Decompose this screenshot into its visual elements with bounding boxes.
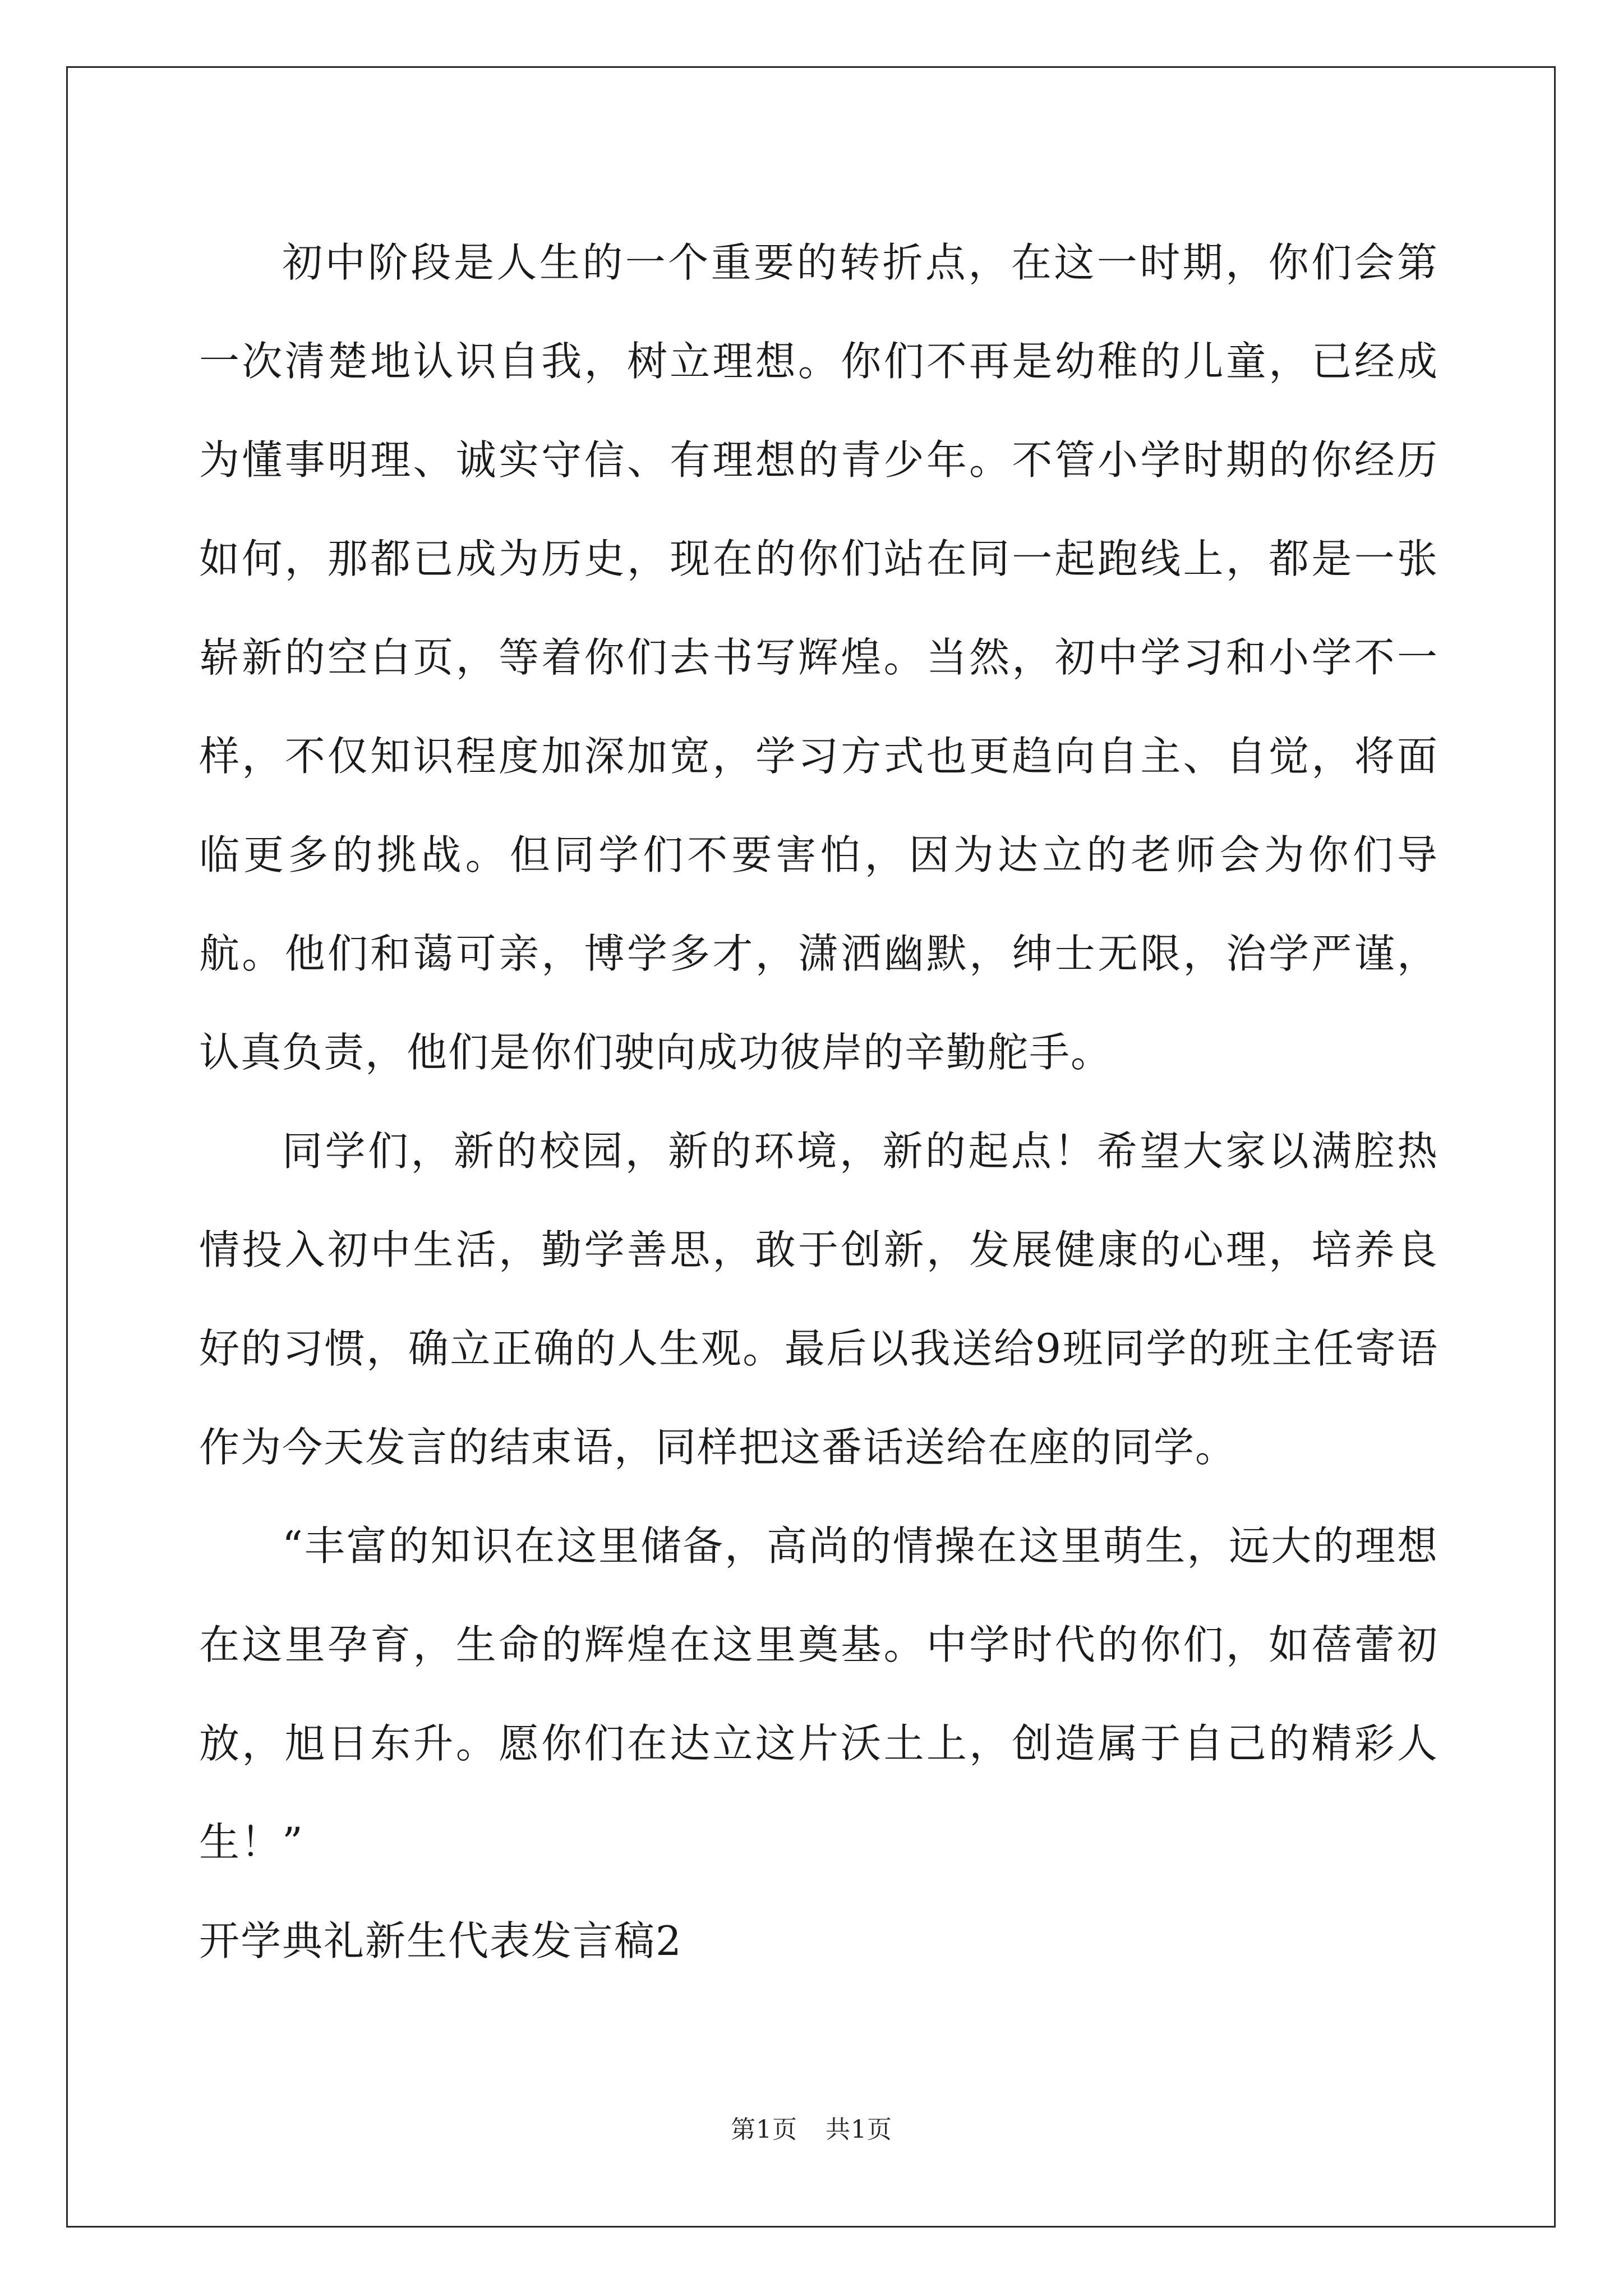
paragraph-1: 初中阶段是人生的一个重要的转折点，在这一时期，你们会第一次清楚地认识自我，树立理想。你们不再是幼稚的儿童，已经成为懂事明理、诚实守信、有理想的青少年。不管小学时期的你经历如何，那都已成为历史，现在的你们站在同一起跑线上，都是一张崭新的空白页，等着你们去书写辉煌。当然，初中学习和小学不一样，不仅知识程度加深加宽，学习方式也更趋向自主、自觉，将面临更多的挑战。但同学们不要害怕，因为达立的老师会为你们导航。他们和蔼可亲，博学多才，潇洒幽默，绅士无限，治学严谨，认真负责，他们是你们驶向成功彼岸的辛勤舵手。 (199, 239, 1438, 1076)
document-body (199, 213, 1438, 1990)
paragraph-2: 同学们，新的校园，新的环境，新的起点！希望大家以满腔热情投入初中生活，勤学善思，敢于创新，发展健康的心理，培养良好的习惯，确立正确的人生观。最后以我送给9班同学的班主任寄语作为今天发言的结束语，同样把这番话送给在座的同学。 (199, 1128, 1438, 1471)
next-section-heading: 开学典礼新生代表发言稿2 (199, 1917, 683, 1964)
page-number-current: 第1页 (731, 2115, 797, 2144)
paragraph-3: “丰富的知识在这里储备，高尚的情操在这里萌生，远大的理想在这里孕育，生命的辉煌在这里奠基。中学时代的你们，如蓓蕾初放，旭日东升。愿你们在达立这片沃土上，创造属于自己的精彩人生！” (199, 1522, 1438, 1866)
page-footer (0, 2109, 1623, 2145)
page-number-total: 共1页 (826, 2115, 892, 2144)
